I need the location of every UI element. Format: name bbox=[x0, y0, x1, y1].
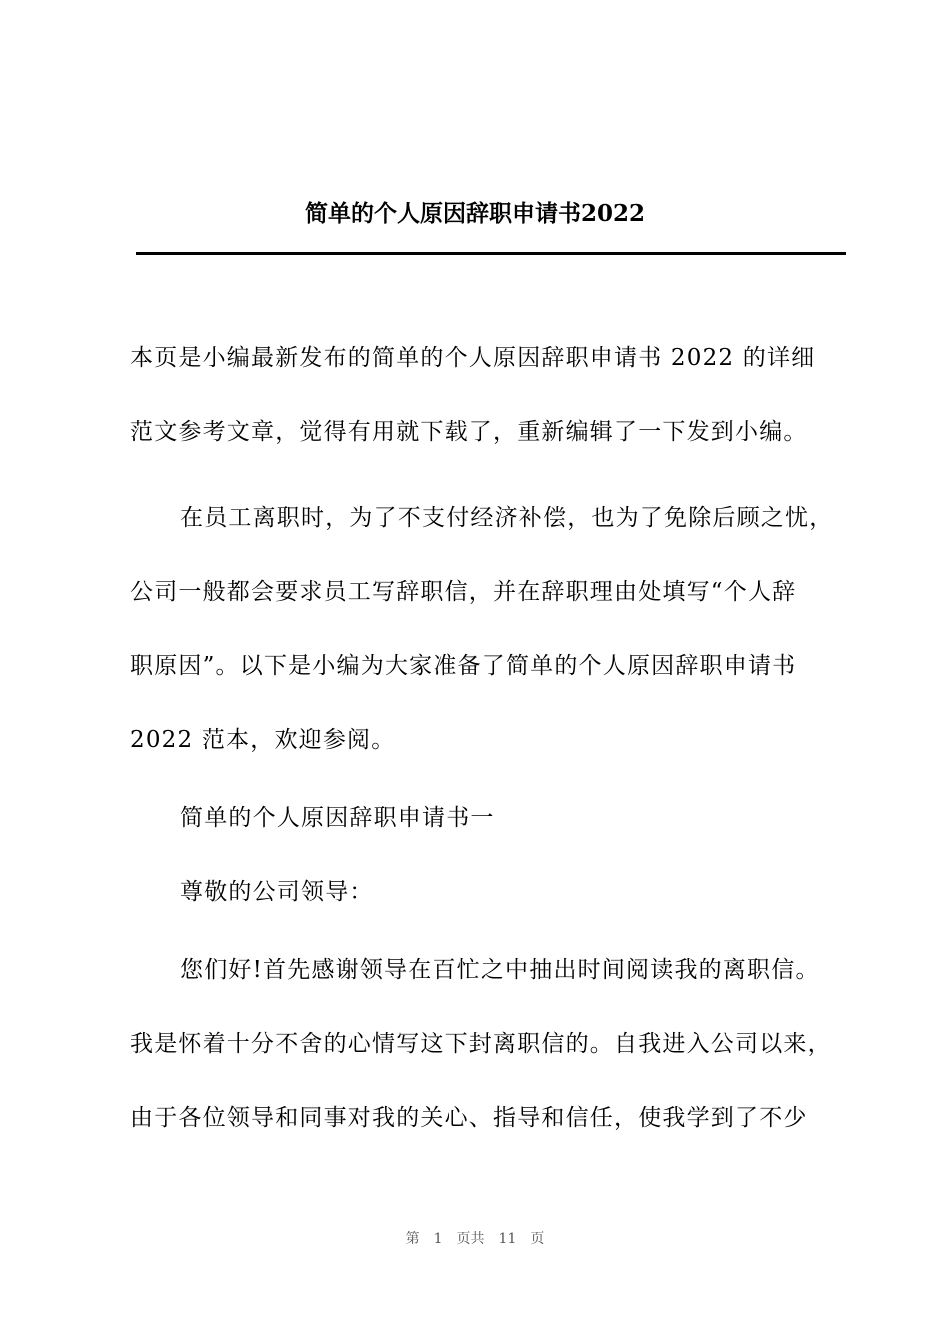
footer-page-number: 1 bbox=[433, 1231, 443, 1247]
footer-middle: 页共 bbox=[456, 1231, 485, 1247]
body-line-1: 本页是小编最新发布的简单的个人原因辞职申请书 2022 的详细 bbox=[130, 345, 816, 371]
title-underline bbox=[136, 252, 846, 255]
page-footer bbox=[0, 1228, 950, 1250]
body-line-11: 由于各位领导和同事对我的关心、指导和信任，使我学到了不少 bbox=[130, 1105, 808, 1131]
body-line-10: 我是怀着十分不舍的心情写这下封离职信的。自我进入公司以来， bbox=[130, 1031, 832, 1057]
document-title: 简单的个人原因辞职申请书2022 bbox=[304, 200, 645, 227]
body-line-2: 范文参考文章，觉得有用就下载了，重新编辑了一下发到小编。 bbox=[130, 419, 808, 445]
body-line-9: 您们好!首先感谢领导在百忙之中抽出时间阅读我的离职信。 bbox=[180, 957, 820, 983]
body-line-5: 职原因”。以下是小编为大家准备了简单的个人原因辞职申请书 bbox=[130, 653, 797, 679]
footer-prefix: 第 bbox=[405, 1231, 420, 1247]
section-heading: 简单的个人原因辞职申请书一 bbox=[180, 805, 495, 831]
body-line-6: 2022 范本，欢迎参阅。 bbox=[130, 727, 396, 753]
salutation: 尊敬的公司领导： bbox=[180, 879, 374, 905]
body-line-3: 在员工离职时，为了不支付经济补偿，也为了免除后顾之忧， bbox=[180, 505, 834, 531]
footer-suffix: 页 bbox=[530, 1231, 545, 1247]
body-line-4: 公司一般都会要求员工写辞职信，并在辞职理由处填写“个人辞 bbox=[130, 579, 797, 605]
footer-total-pages: 11 bbox=[498, 1231, 517, 1247]
